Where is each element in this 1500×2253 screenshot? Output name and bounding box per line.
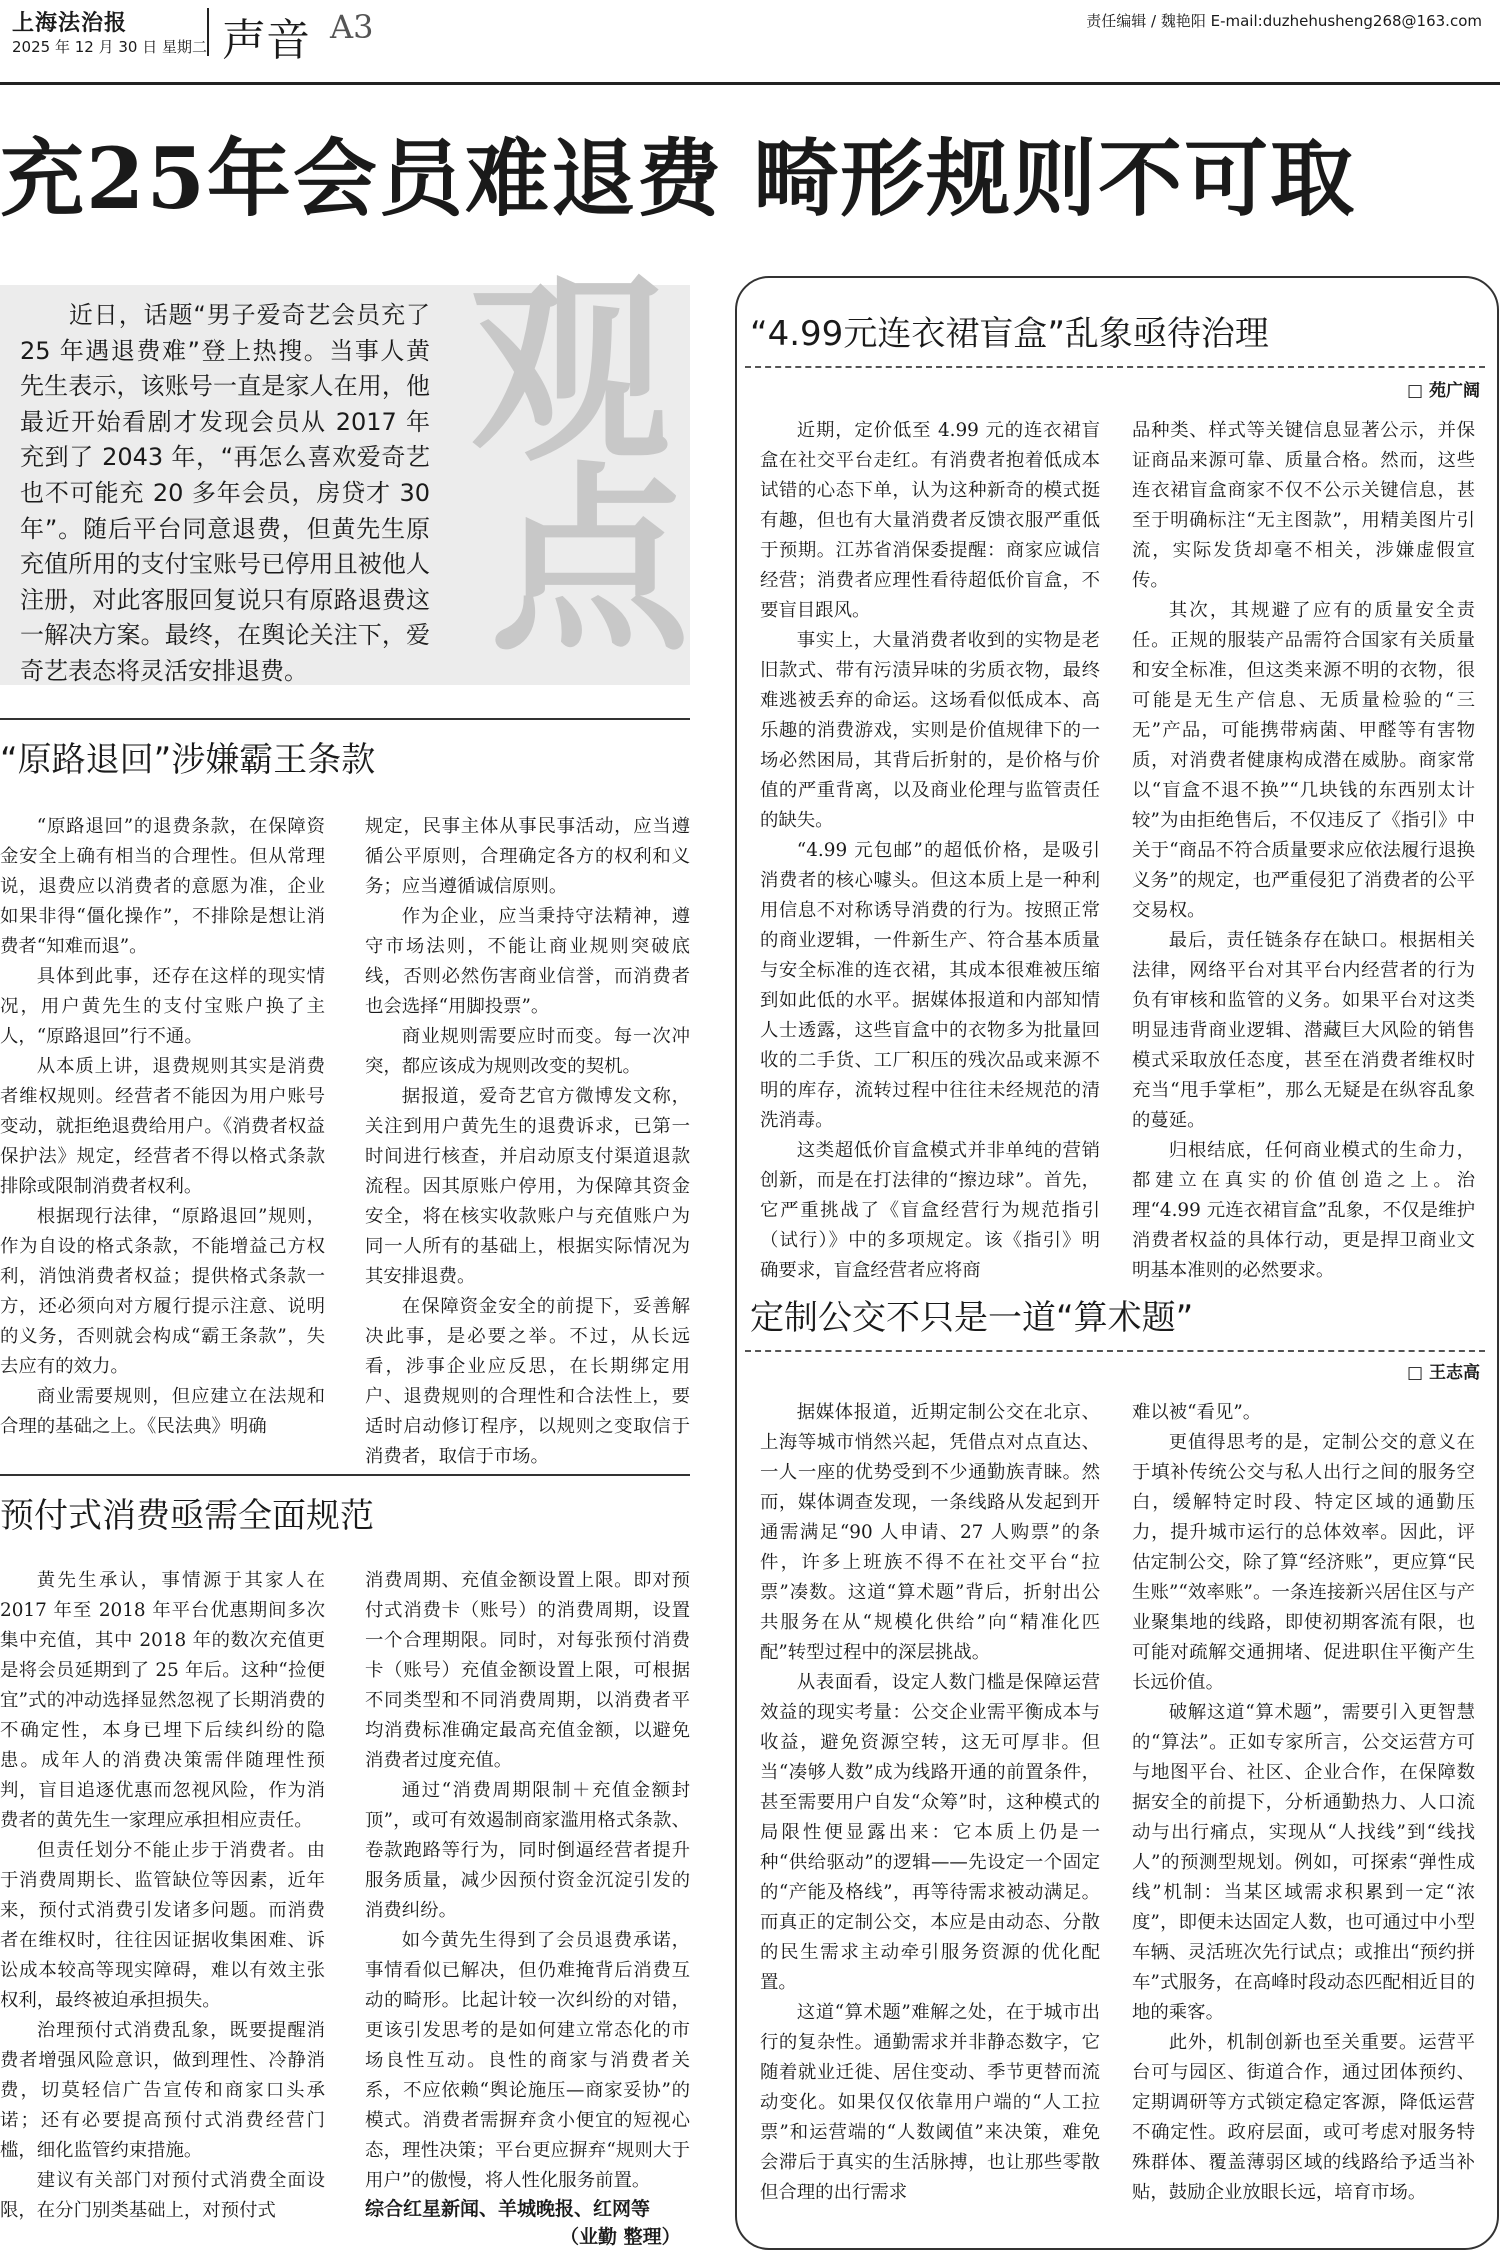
article2-column-2 (365, 1566, 690, 2196)
article2-paragraph: 如今黄先生得到了会员退费承诺，事情看似已解决，但仍难掩背后消费互动的畸形。比起计较一次纠纷的对错，更该引发思考的是如何建立常态化的市场良性互动。良性的商家与消费者关系，不应依赖“舆论施压—商家妥协”的模式。消费者需摒弃贪小便宜的短视心态，理性决策；平台更应摒弃“规则大于用户”的傲慢，将人性化服务前置。 (365, 1930, 690, 2191)
article3-author: □ 苑广阔 (1407, 381, 1480, 401)
article2-paragraph: 通过“消费周期限制＋充值金额封顶”，或可有效遏制商家滥用格式条款、卷款跑路等行为，同时倒逼经营者提升服务质量，减少因预付资金沉淀引发的消费纠纷。 (365, 1780, 690, 1921)
article1-paragraph: 在保障资金安全的前提下，妥善解决此事，是必要之举。不过，从长远看，涉事企业应反思，在长期绑定用户、退费规则的合理性和合法性上，要适时启动修订程序，以规则之变取信于消费者，取信于市场。 (365, 1296, 690, 1467)
masthead-divider (207, 8, 209, 56)
article2-column-1 (0, 1566, 325, 2226)
article4-column-2 (1132, 1398, 1475, 2208)
article2-paragraph: 黄先生承认，事情源于其家人在 2017 年至 2018 年平台优惠期间多次集中充值，其中 2018 年的数次充值更是将会员延期到了 25 年后。这种“捡便宜”式的冲动选择显然忽视了长期消费的不确定性，本身已埋下后续纠纷的隐患。成年人的消费决策需伴随理性预判，盲目追逐优惠而忽视风险，作为消费者的黄先生一家理应承担相应责任。 (0, 1570, 325, 1831)
article2-sources: 综合红星新闻、羊城晚报、红网等 (365, 2198, 651, 2220)
article1-paragraph: 规定，民事主体从事民事活动，应当遵循公平原则，合理确定各方的权利和义务；应当遵循诚信原则。 (365, 816, 690, 897)
article3-paragraph: 这类超低价盲盒模式并非单纯的营销创新，而是在打法律的“擦边球”。首先，它严重挑战了《盲盒经营行为规范指引（试行）》中的多项规定。该《指引》明确要求，盲盒经营者应将商 (760, 1140, 1100, 1281)
article4-paragraph: 据媒体报道，近期定制公交在北京、上海等城市悄然兴起，凭借点对点直达、一人一座的优势受到不少通勤族青睐。然而，媒体调查发现，一条线路从发起到开通需满足“90 人申请、27 人购票”的条件，许多上班族不得不在社交平台“拉票”凑数。这道“算术题”背后，折射出公共服务在从“规模化供给”向“精准化匹配”转型过程中的深层挑战。 (760, 1402, 1100, 1663)
article4-paragraph: 难以被“看见”。 (1132, 1402, 1262, 1423)
column-kanji-1: 观 (470, 254, 671, 489)
article1-paragraph: 据报道，爱奇艺官方微博发文称，关注到用户黄先生的退费诉求，已第一时间进行核查，并启动原支付渠道退款流程。因其原账户停用，为保障其资金安全，将在核实收款账户与充值账户为同一人所有的基础上，根据实际情况为其安排退费。 (365, 1086, 690, 1287)
article1-title: “原路退回”涉嫌霸王条款 (0, 740, 376, 780)
article2-paragraph: 治理预付式消费乱象，既要提醒消费者增强风险意识，做到理性、冷静消费，切莫轻信广告宣传和商家口头承诺；还有必要提高预付式消费经营门槛，细化监管约束措施。 (0, 2020, 325, 2161)
article1-paragraph: 作为企业，应当秉持守法精神，遵守市场法则，不能让商业规则突破底线，否则必然伤害商业信誉，而消费者也会选择“用脚投票”。 (365, 906, 690, 1017)
column-kanji-2: 点 (490, 444, 691, 679)
newspaper-logo: 上海法治报 (12, 10, 128, 36)
article3-title: “4.99元连衣裙盲盒”乱象亟待治理 (750, 314, 1269, 354)
article4-paragraph: 这道“算术题”难解之处，在于城市出行的复杂性。通勤需求并非静态数字，它随着就业迁徙、居住变动、季节更替而流动变化。如果仅仅依靠用户端的“人工拉票”和运营端的“人数阈值”来决策，难免会滞后于真实的生活脉搏，也让那些零散但合理的出行需求 (760, 2002, 1100, 2203)
article1-paragraph: “原路退回”的退费条款，在保障资金安全上确有相当的合理性。但从常理说，退费应以消费者的意愿为准，企业如果非得“僵化操作”，不排除是想让消费者“知难而退”。 (0, 816, 325, 957)
article3-column-2 (1132, 416, 1475, 1286)
article2-compiler: （业勤 整理） (560, 2226, 681, 2248)
article1-paragraph: 具体到此事，还存在这样的现实情况，用户黄先生的支付宝账户换了主人，“原路退回”行不通。 (0, 966, 325, 1047)
editor-info: 责任编辑 / 魏艳阳 E-mail:duzhehusheng268@163.com (1086, 12, 1482, 30)
article4-author: □ 王志高 (1407, 1363, 1480, 1383)
page-headline: 充25年会员难退费 畸形规则不可取 (0, 129, 1357, 228)
article3-paragraph: 其次，其规避了应有的质量安全责任。正规的服装产品需符合国家有关质量和安全标准，但这类来源不明的衣物，很可能是无生产信息、无质量检验的“三无”产品，可能携带病菌、甲醛等有害物质，对消费者健康构成潜在威胁。商家常以“盲盒不退不换”“几块钱的东西别太计较”为由拒绝售后，不仅违反了《指引》中关于“商品不符合质量要求应依法履行退换义务”的规定，也严重侵犯了消费者的公平交易权。 (1132, 600, 1475, 921)
article1-paragraph: 根据现行法律，“原路退回”规则，作为自设的格式条款，不能增益己方权利，消蚀消费者权益；提供格式条款一方，还必须向对方履行提示注意、说明的义务，否则就会构成“霸王条款”，失去应有的效力。 (0, 1206, 325, 1377)
article3-paragraph: “4.99 元包邮”的超低价格，是吸引消费者的核心噱头。但这本质上是一种利用信息不对称诱导消费的行为。按照正常的商业逻辑，一件新生产、符合基本质量与安全标准的连衣裙，其成本很难被压缩到如此低的水平。据媒体报道和内部知情人士透露，这些盲盒中的衣物多为批量回收的二手货、工厂积压的残次品或来源不明的库存，流转过程中往往未经规范的清洗消毒。 (760, 840, 1100, 1131)
section-name: 声音 (222, 15, 310, 66)
article4-paragraph: 破解这道“算术题”，需要引入更智慧的“算法”。正如专家所言，公交运营方可与地图平台、社区、企业合作，在保障数据安全的前提下，分析通勤热力、人口流动与出行痛点，实现从“人找线”到“线找人”的预测型规划。例如，可探索“弹性成线”机制：当某区域需求积累到一定“浓度”，即便未达固定人数，也可通过中小型车辆、灵活班次先行试点；或推出“预约拼车”式服务，在高峰时段动态匹配相近目的地的乘客。 (1132, 1702, 1475, 2023)
lead-text: 近日，话题“男子爱奇艺会员充了 25 年遇退费难”登上热搜。当事人黄先生表示，该账号一直是家人在用，他最近开始看剧才发现会员从 2017 年充到了 2043 年，“再怎么喜欢爱奇艺也不可能充 20 多年会员，房贷才 30 年”。随后平台同意退费，但黄先生原充值所用的支付宝账号已停用且被他人注册，对此客服回复说只有原路退费这一解决方案。最终，在舆论关注下，爱奇艺表态将灵活安排退费。 (20, 301, 430, 685)
article3-paragraph: 事实上，大量消费者收到的实物是老旧款式、带有污渍异味的劣质衣物，最终难逃被丢弃的命运。这场看似低成本、高乐趣的消费游戏，实则是价值规律下的一场必然困局，其背后折射的，是价格与价值的严重背离，以及商业伦理与监管责任的缺失。 (760, 630, 1100, 831)
masthead-rule (0, 82, 1500, 85)
lead-paragraph (20, 298, 430, 690)
article2-paragraph: 建议有关部门对预付式消费全面设限，在分门别类基础上，对预付式 (0, 2170, 325, 2221)
article3-paragraph: 品种类、样式等关键信息显著公示，并保证商品来源可靠、质量合格。然而，这些连衣裙盲盒商家不仅不公示关键信息，甚至于明确标注“无主图款”，用精美图片引流，实际发货却毫不相关，涉嫌虚假宣传。 (1132, 420, 1475, 591)
article3-paragraph: 近期，定价低至 4.99 元的连衣裙盲盒在社交平台走红。有消费者抱着低成本试错的心态下单，认为这种新奇的模式挺有趣，但也有大量消费者反馈衣服严重低于预期。江苏省消保委提醒：商家应诚信经营；消费者应理性看待超低价盲盒，不要盲目跟风。 (760, 420, 1100, 621)
article1-column-1 (0, 812, 325, 1442)
article2-rule (0, 1474, 690, 1476)
article2-title: 预付式消费亟需全面规范 (0, 1496, 374, 1536)
issue-date: 2025 年 12 月 30 日 星期二 (12, 38, 207, 56)
article4-paragraph: 此外，机制创新也至关重要。运营平台可与园区、街道合作，通过团体预约、定期调研等方式锁定稳定客源，降低运营不确定性。政府层面，或可考虑对服务特殊群体、覆盖薄弱区域的线路给予适当补贴，鼓励企业放眼长远，培育市场。 (1132, 2032, 1475, 2203)
article3-paragraph: 最后，责任链条存在缺口。根据相关法律，网络平台对其平台内经营者的行为负有审核和监管的义务。如果平台对这类明显违背商业逻辑、潜藏巨大风险的销售模式采取放任态度，甚至在消费者维权时充当“甩手掌柜”，那么无疑是在纵容乱象的蔓延。 (1132, 930, 1475, 1131)
article4-paragraph: 从表面看，设定人数门槛是保障运营效益的现实考量：公交企业需平衡成本与收益，避免资源空转，这无可厚非。但当“凑够人数”成为线路开通的前置条件，甚至需要用户自发“众筹”时，这种模式的局限性便显露出来：它本质上仍是一种“供给驱动”的逻辑——先设定一个固定的“产能及格线”，再等待需求被动满足。而真正的定制公交，本应是由动态、分散的民生需求主动牵引服务资源的优化配置。 (760, 1672, 1100, 1993)
article4-column-1 (760, 1398, 1100, 2208)
article3-rule (745, 366, 1485, 368)
article1-paragraph: 从本质上讲，退费规则其实是消费者维权规则。经营者不能因为用户账号变动，就拒绝退费给用户。《消费者权益保护法》规定，经营者不得以格式条款排除或限制消费者权利。 (0, 1056, 325, 1197)
article1-rule (0, 718, 690, 720)
article3-column-1 (760, 416, 1100, 1286)
article1-column-2 (365, 812, 690, 1472)
article1-paragraph: 商业需要规则，但应建立在法规和合理的基础之上。《民法典》明确 (0, 1386, 325, 1437)
page-number: A3 (330, 8, 374, 46)
article2-paragraph: 但责任划分不能止步于消费者。由于消费周期长、监管缺位等因素，近年来，预付式消费引发诸多问题。而消费者在维权时，往往因证据收集困难、诉讼成本较高等现实障碍，难以有效主张权利，最终被迫承担损失。 (0, 1840, 325, 2011)
article4-rule (745, 1350, 1485, 1352)
article4-paragraph: 更值得思考的是，定制公交的意义在于填补传统公交与私人出行之间的服务空白，缓解特定时段、特定区域的通勤压力，提升城市运行的总体效率。因此，评估定制公交，除了算“经济账”，更应算“民生账”“效率账”。一条连接新兴居住区与产业聚集地的线路，即使初期客流有限，也可能对疏解交通拥堵、促进职住平衡产生长远价值。 (1132, 1432, 1475, 1693)
article4-title: 定制公交不只是一道“算术题” (750, 1298, 1194, 1338)
article1-paragraph: 商业规则需要应时而变。每一次冲突，都应该成为规则改变的契机。 (365, 1026, 690, 1077)
article3-paragraph: 归根结底，任何商业模式的生命力，都建立在真实的价值创造之上。治理“4.99 元连衣裙盲盒”乱象，不仅是维护消费者权益的具体行动，更是捍卫商业文明基本准则的必然要求。 (1132, 1140, 1475, 1281)
article2-paragraph: 消费周期、充值金额设置上限。即对预付式消费卡（账号）的消费周期，设置一个合理期限。同时，对每张预付消费卡（账号）充值金额设置上限，可根据不同类型和不同消费周期，以消费者平均消费标准确定最高充值金额，以避免消费者过度充值。 (365, 1570, 690, 1771)
